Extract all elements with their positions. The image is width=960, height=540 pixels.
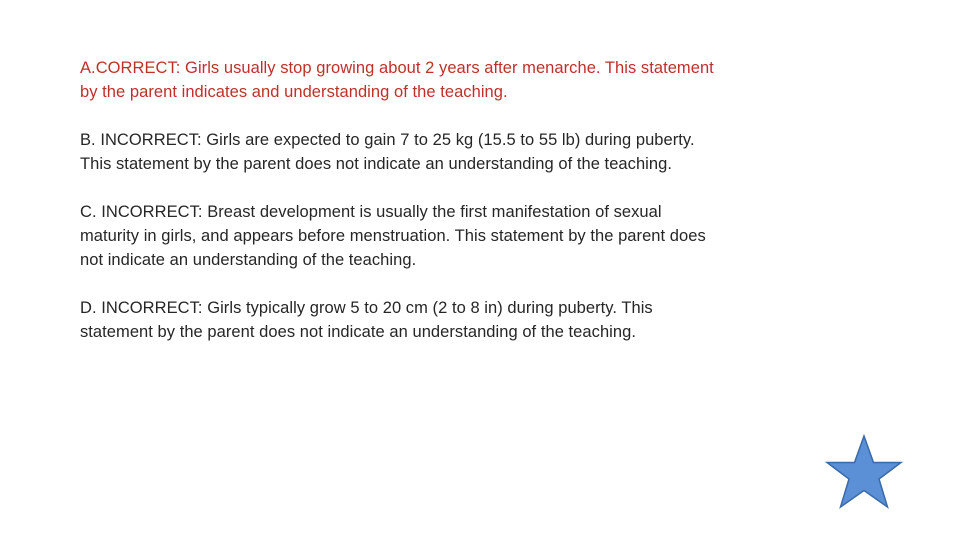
- star-icon: [824, 432, 904, 512]
- answer-c-incorrect: C. INCORRECT: Breast development is usually the first manifestation of sexual maturity in girls, and appears before menstruation. This statement by the parent does not indicate an understanding of the teaching.: [80, 203, 706, 269]
- star-navigation-button[interactable]: [824, 432, 904, 512]
- answer-list: [80, 56, 720, 368]
- answer-a-correct: A.CORRECT: Girls usually stop growing about 2 years after menarche. This statement by the parent indicates and understanding of the teaching.: [80, 59, 714, 101]
- answer-d-incorrect: D. INCORRECT: Girls typically grow 5 to 20 cm (2 to 8 in) during puberty. This statement by the parent does not indicate an understanding of the teaching.: [80, 299, 653, 341]
- answer-b-incorrect: B. INCORRECT: Girls are expected to gain 7 to 25 kg (15.5 to 55 lb) during puberty. This statement by the parent does not indicate an understanding of the teaching.: [80, 131, 695, 173]
